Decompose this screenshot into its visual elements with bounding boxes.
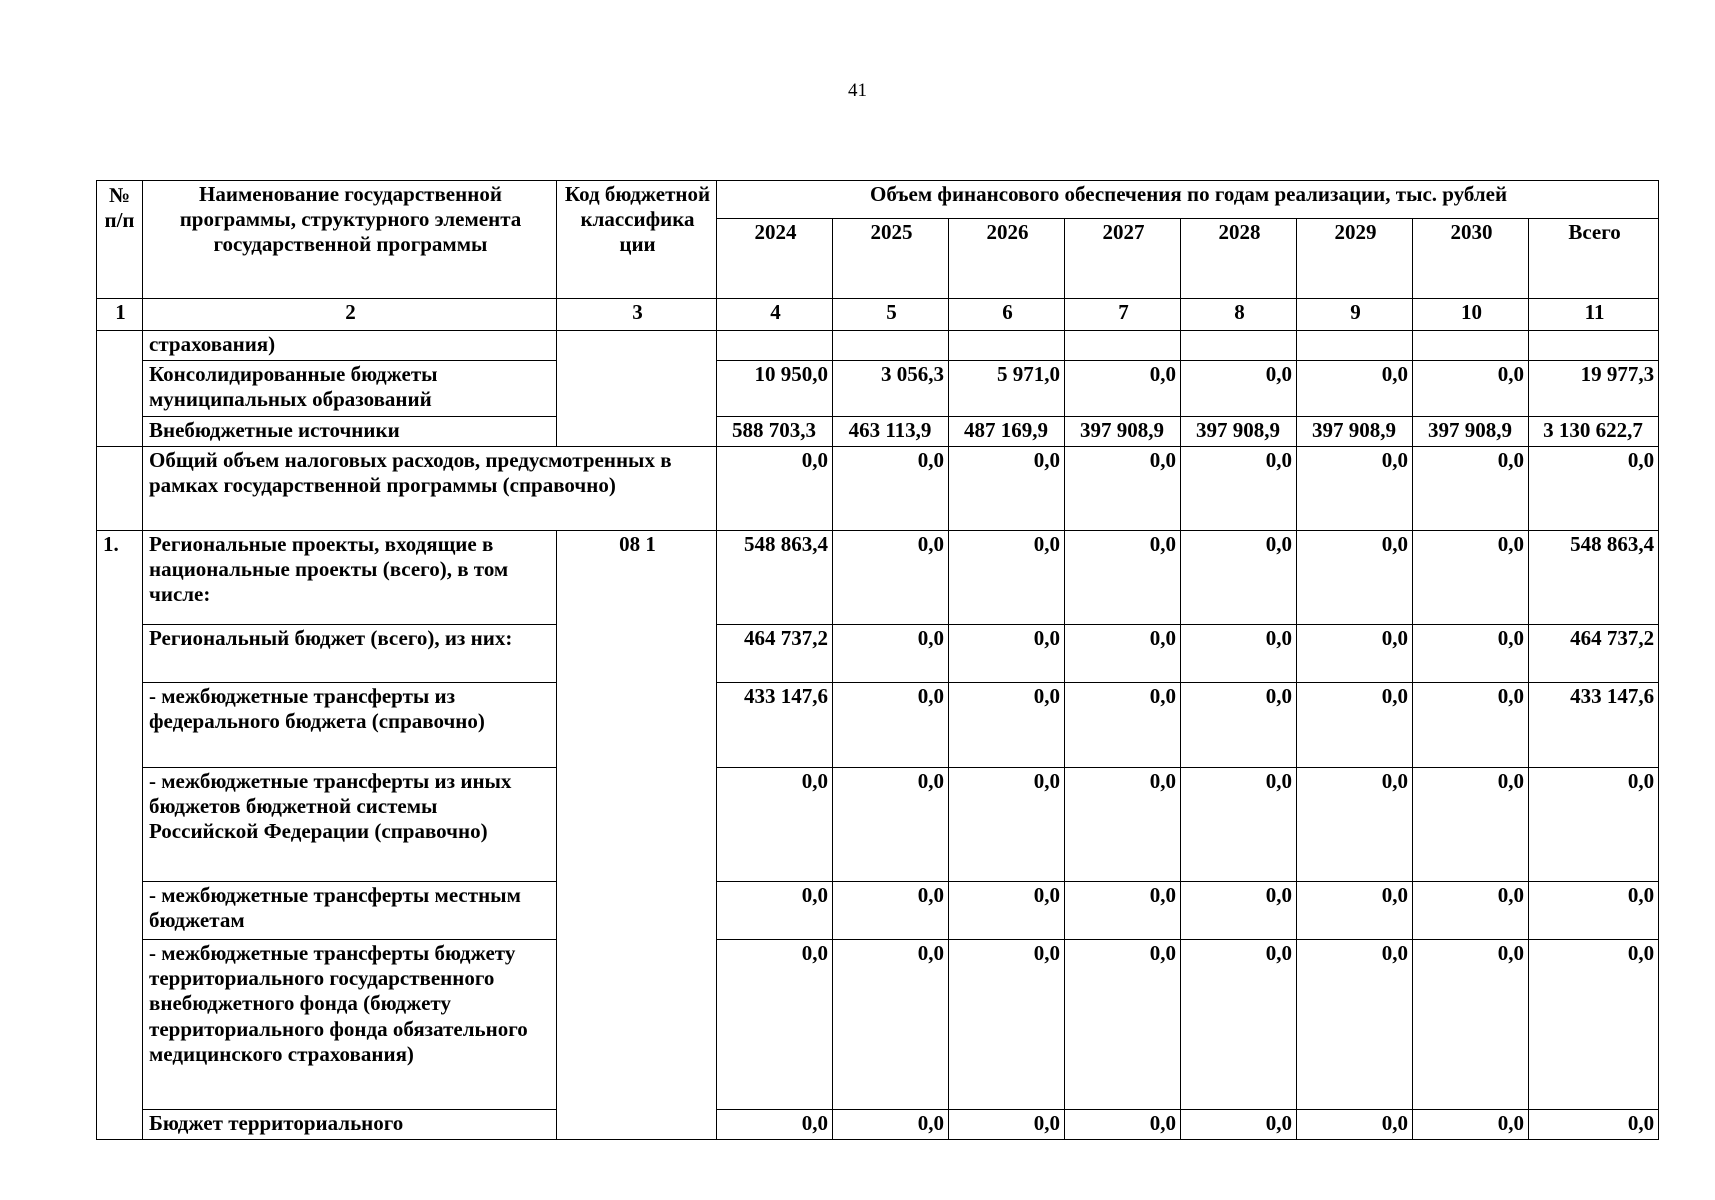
row-value: 397 908,9 xyxy=(1065,417,1181,447)
header-num: № п/п xyxy=(97,181,143,299)
row-value: 0,0 xyxy=(833,940,949,1110)
row-value: 0,0 xyxy=(1297,683,1413,768)
column-number: 8 xyxy=(1181,299,1297,331)
row-value: 0,0 xyxy=(1181,447,1297,531)
row-num: 1. xyxy=(97,531,143,1140)
column-number: 7 xyxy=(1065,299,1181,331)
row-name: - межбюджетные трансферты местным бюджетам xyxy=(143,882,557,940)
row-value: 548 863,4 xyxy=(717,531,833,625)
row-total: 0,0 xyxy=(1529,447,1659,531)
row-value: 0,0 xyxy=(717,940,833,1110)
row-value: 0,0 xyxy=(717,768,833,882)
row-value: 487 169,9 xyxy=(949,417,1065,447)
row-value: 0,0 xyxy=(1413,768,1529,882)
row-name: страхования) xyxy=(143,331,557,361)
row-value: 0,0 xyxy=(1181,531,1297,625)
row-total: 548 863,4 xyxy=(1529,531,1659,625)
row-name: Бюджет территориального xyxy=(143,1110,557,1140)
row-value: 0,0 xyxy=(949,531,1065,625)
row-value: 0,0 xyxy=(1413,882,1529,940)
row-total xyxy=(1529,331,1659,361)
header-total: Всего xyxy=(1529,219,1659,299)
row-value: 0,0 xyxy=(949,940,1065,1110)
header-year: 2029 xyxy=(1297,219,1413,299)
row-value: 0,0 xyxy=(717,882,833,940)
column-number: 5 xyxy=(833,299,949,331)
table-row xyxy=(97,768,1659,882)
row-total: 433 147,6 xyxy=(1529,683,1659,768)
row-value: 0,0 xyxy=(1065,768,1181,882)
row-value xyxy=(1297,331,1413,361)
table-row xyxy=(97,331,1659,361)
row-name: - межбюджетные трансферты из федерального бюджета (справочно) xyxy=(143,683,557,768)
row-value: 0,0 xyxy=(1297,882,1413,940)
header-year: 2028 xyxy=(1181,219,1297,299)
table-header-row xyxy=(97,181,1659,219)
column-number: 2 xyxy=(143,299,557,331)
row-value xyxy=(1065,331,1181,361)
row-value: 0,0 xyxy=(949,447,1065,531)
row-value: 0,0 xyxy=(1297,625,1413,683)
row-value xyxy=(717,331,833,361)
row-value: 0,0 xyxy=(833,625,949,683)
column-number: 1 xyxy=(97,299,143,331)
row-value: 0,0 xyxy=(949,882,1065,940)
row-value: 0,0 xyxy=(1413,683,1529,768)
table-row xyxy=(97,940,1659,1110)
row-name: Общий объем налоговых расходов, предусмотренных в рамках государственной программы (справочно) xyxy=(143,447,717,531)
row-name: Внебюджетные источники xyxy=(143,417,557,447)
row-name: - межбюджетные трансферты из иных бюджетов бюджетной системы Российской Федерации (справочно) xyxy=(143,768,557,882)
column-number: 9 xyxy=(1297,299,1413,331)
row-value: 0,0 xyxy=(1297,1110,1413,1140)
row-code: 08 1 xyxy=(557,531,717,1140)
row-name: Региональный бюджет (всего), из них: xyxy=(143,625,557,683)
row-value: 433 147,6 xyxy=(717,683,833,768)
row-value: 0,0 xyxy=(1413,361,1529,417)
row-value: 0,0 xyxy=(833,768,949,882)
row-value xyxy=(833,331,949,361)
row-value: 0,0 xyxy=(1413,625,1529,683)
row-value: 0,0 xyxy=(949,625,1065,683)
row-value: 0,0 xyxy=(1181,625,1297,683)
header-year: 2030 xyxy=(1413,219,1529,299)
table-row xyxy=(97,417,1659,447)
row-value: 0,0 xyxy=(949,768,1065,882)
row-value: 0,0 xyxy=(833,882,949,940)
table-row xyxy=(97,882,1659,940)
header-year: 2027 xyxy=(1065,219,1181,299)
header-year: 2026 xyxy=(949,219,1065,299)
table-row xyxy=(97,447,1659,531)
row-value: 0,0 xyxy=(1413,447,1529,531)
row-value: 5 971,0 xyxy=(949,361,1065,417)
row-total: 3 130 622,7 xyxy=(1529,417,1659,447)
row-value: 0,0 xyxy=(1065,940,1181,1110)
row-total: 0,0 xyxy=(1529,1110,1659,1140)
row-value: 0,0 xyxy=(1413,940,1529,1110)
page-number: 41 xyxy=(848,80,867,101)
row-value: 0,0 xyxy=(833,447,949,531)
header-code: Код бюджетной классифика ции xyxy=(557,181,717,299)
row-value: 0,0 xyxy=(1065,882,1181,940)
row-value: 397 908,9 xyxy=(1297,417,1413,447)
table-row xyxy=(97,531,1659,625)
row-value: 0,0 xyxy=(1065,447,1181,531)
row-value: 0,0 xyxy=(833,531,949,625)
row-value: 0,0 xyxy=(833,683,949,768)
row-value: 0,0 xyxy=(1181,882,1297,940)
header-year: 2025 xyxy=(833,219,949,299)
row-total: 0,0 xyxy=(1529,940,1659,1110)
row-value: 0,0 xyxy=(1065,625,1181,683)
financing-table xyxy=(96,180,1659,1140)
row-value: 0,0 xyxy=(1297,447,1413,531)
table-row xyxy=(97,625,1659,683)
table-row xyxy=(97,361,1659,417)
column-number: 4 xyxy=(717,299,833,331)
row-value: 0,0 xyxy=(717,447,833,531)
column-number: 10 xyxy=(1413,299,1529,331)
row-value: 0,0 xyxy=(1065,683,1181,768)
row-total: 0,0 xyxy=(1529,768,1659,882)
row-value: 0,0 xyxy=(1181,1110,1297,1140)
row-value: 0,0 xyxy=(949,1110,1065,1140)
column-number: 11 xyxy=(1529,299,1659,331)
row-value: 0,0 xyxy=(949,683,1065,768)
table-row xyxy=(97,1110,1659,1140)
row-value: 464 737,2 xyxy=(717,625,833,683)
row-value: 0,0 xyxy=(1065,531,1181,625)
row-value: 0,0 xyxy=(1297,361,1413,417)
row-value: 0,0 xyxy=(1181,940,1297,1110)
row-value xyxy=(1181,331,1297,361)
row-value: 0,0 xyxy=(1297,768,1413,882)
column-number: 3 xyxy=(557,299,717,331)
row-value: 0,0 xyxy=(1297,531,1413,625)
row-value: 397 908,9 xyxy=(1181,417,1297,447)
header-volume: Объем финансового обеспечения по годам реализации, тыс. рублей xyxy=(717,181,1659,219)
row-code xyxy=(557,331,717,447)
column-numbers-row xyxy=(97,299,1659,331)
row-value: 0,0 xyxy=(1413,531,1529,625)
row-total: 464 737,2 xyxy=(1529,625,1659,683)
row-value: 0,0 xyxy=(1065,361,1181,417)
row-total: 0,0 xyxy=(1529,882,1659,940)
row-num xyxy=(97,331,143,447)
row-value: 0,0 xyxy=(1181,768,1297,882)
table-row xyxy=(97,683,1659,768)
row-value: 588 703,3 xyxy=(717,417,833,447)
row-name: Консолидированные бюджеты муниципальных образований xyxy=(143,361,557,417)
row-value: 397 908,9 xyxy=(1413,417,1529,447)
header-year: 2024 xyxy=(717,219,833,299)
row-value: 10 950,0 xyxy=(717,361,833,417)
row-value: 0,0 xyxy=(1181,361,1297,417)
row-value: 463 113,9 xyxy=(833,417,949,447)
row-total: 19 977,3 xyxy=(1529,361,1659,417)
row-value: 0,0 xyxy=(833,1110,949,1140)
row-name: - межбюджетные трансферты бюджету территориального государственного внебюджетного фонда (бюджету территориального фонда обязательного медицинского страхования) xyxy=(143,940,557,1110)
row-value: 0,0 xyxy=(1413,1110,1529,1140)
row-num xyxy=(97,447,143,531)
row-value: 0,0 xyxy=(717,1110,833,1140)
row-value xyxy=(949,331,1065,361)
row-value: 0,0 xyxy=(1181,683,1297,768)
row-value: 0,0 xyxy=(1297,940,1413,1110)
row-value: 0,0 xyxy=(1065,1110,1181,1140)
row-value: 3 056,3 xyxy=(833,361,949,417)
column-number: 6 xyxy=(949,299,1065,331)
header-name: Наименование государственной программы, структурного элемента государственной программы xyxy=(143,181,557,299)
row-value xyxy=(1413,331,1529,361)
row-name: Региональные проекты, входящие в национальные проекты (всего), в том числе: xyxy=(143,531,557,625)
